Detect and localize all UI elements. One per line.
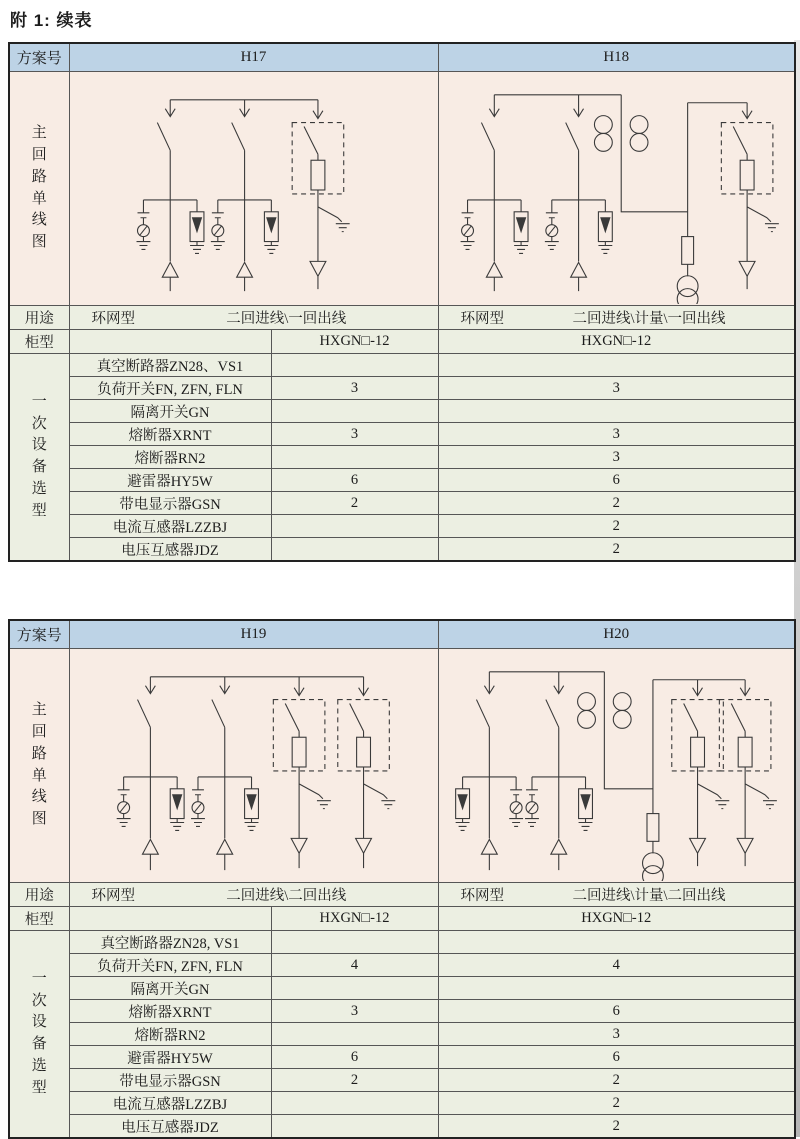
- equipment-value-h17: 3: [271, 423, 438, 446]
- equipment-value-h17: [271, 354, 438, 377]
- metering-branch: [577, 672, 663, 881]
- equipment-value-h20: 2: [438, 1092, 795, 1115]
- equipment-value-h20: 6: [438, 1000, 795, 1023]
- equipment-value-h20: 2: [438, 1115, 795, 1139]
- incoming-feeder: [525, 672, 592, 870]
- single-line-diagram-h17: [70, 73, 438, 304]
- usage-desc: 二回进线\计量\二回出线: [572, 888, 726, 904]
- incoming-feeder: [191, 677, 258, 870]
- equipment-value-h19: [271, 1092, 438, 1115]
- equipment-name: 隔离开关GN: [69, 400, 271, 423]
- equipment-value-h19: 2: [271, 1069, 438, 1092]
- equipment-value-h18: 3: [438, 423, 795, 446]
- usage-cell-h19: [69, 883, 438, 907]
- equipment-value-h17: 3: [271, 377, 438, 400]
- usage-label: 用途: [9, 883, 69, 907]
- diagram-cell-h20: [438, 649, 795, 883]
- scheme-table-h17-h18: [8, 42, 796, 562]
- usage-type: 环网型: [460, 888, 504, 904]
- usage-type: 环网型: [91, 311, 135, 327]
- fused-outgoing-feeder: [721, 103, 779, 289]
- usage-cell-h17: [69, 306, 438, 330]
- scheme-no-label: 方案号: [9, 620, 69, 649]
- scheme-id-h18: H18: [438, 43, 795, 72]
- scheme-no-label: 方案号: [9, 43, 69, 72]
- equipment-value-h17: [271, 446, 438, 469]
- usage-desc: 二回进线\二回出线: [226, 888, 347, 904]
- equipment-value-h17: [271, 515, 438, 538]
- fused-outgoing-feeder: [337, 677, 395, 868]
- equipment-value-h18: 2: [438, 538, 795, 562]
- equipment-section-label: 一次设备选型: [9, 931, 69, 1139]
- usage-desc: 二回进线\一回出线: [226, 311, 347, 327]
- cabinet-empty-cell: [69, 907, 271, 931]
- incoming-feeder: [544, 95, 611, 291]
- equipment-name: 负荷开关FN, ZFN, FLN: [69, 954, 271, 977]
- incoming-feeder: [136, 100, 203, 291]
- equipment-value-h18: 3: [438, 377, 795, 400]
- equipment-value-h20: [438, 977, 795, 1000]
- equipment-value-h18: 2: [438, 492, 795, 515]
- diagram-label: 主回路单线图: [9, 649, 69, 883]
- equipment-value-h19: 3: [271, 1000, 438, 1023]
- incoming-feeder: [210, 100, 277, 291]
- equipment-value-h19: [271, 931, 438, 954]
- equipment-name: 带电显示器GSN: [69, 492, 271, 515]
- equipment-value-h17: 2: [271, 492, 438, 515]
- equipment-name: 熔断器RN2: [69, 1023, 271, 1046]
- equipment-value-h17: 6: [271, 469, 438, 492]
- equipment-name: 电流互感器LZZBJ: [69, 515, 271, 538]
- equipment-value-h20: [438, 931, 795, 954]
- equipment-value-h18: 3: [438, 446, 795, 469]
- equipment-name: 隔离开关GN: [69, 977, 271, 1000]
- fused-outgoing-feeder: [719, 680, 777, 866]
- equipment-value-h20: 4: [438, 954, 795, 977]
- equipment-name: 负荷开关FN, ZFN, FLN: [69, 377, 271, 400]
- single-line-diagram-h19: [70, 650, 438, 881]
- diagram-cell-h17: [69, 72, 438, 306]
- equipment-value-h18: [438, 354, 795, 377]
- cabinet-label: 柜型: [9, 330, 69, 354]
- cabinet-type-h19: HXGN□-12: [271, 907, 438, 931]
- bus-line: [489, 672, 745, 680]
- diagram-label: 主回路单线图: [9, 72, 69, 306]
- diagram-cell-h19: [69, 649, 438, 883]
- equipment-value-h18: 2: [438, 515, 795, 538]
- equipment-name: 带电显示器GSN: [69, 1069, 271, 1092]
- single-line-diagram-h20: [439, 650, 795, 881]
- scheme-table-h19-h20: [8, 619, 796, 1139]
- equipment-name: 真空断路器ZN28、VS1: [69, 354, 271, 377]
- equipment-section-label: 一次设备选型: [9, 354, 69, 562]
- equipment-name: 熔断器XRNT: [69, 423, 271, 446]
- equipment-value-h20: 6: [438, 1046, 795, 1069]
- equipment-value-h19: [271, 977, 438, 1000]
- equipment-value-h19: 4: [271, 954, 438, 977]
- cabinet-type-h20: HXGN□-12: [438, 907, 795, 931]
- page-title: 附 1: 续表: [10, 11, 93, 30]
- equipment-name: 电压互感器JDZ: [69, 538, 271, 562]
- equipment-value-h18: 6: [438, 469, 795, 492]
- metering-branch: [594, 95, 698, 304]
- equipment-name: 避雷器HY5W: [69, 1046, 271, 1069]
- equipment-value-h19: 6: [271, 1046, 438, 1069]
- scheme-id-h17: H17: [69, 43, 438, 72]
- cabinet-empty-cell: [69, 330, 271, 354]
- equipment-value-h17: [271, 538, 438, 562]
- equipment-value-h17: [271, 400, 438, 423]
- usage-label: 用途: [9, 306, 69, 330]
- usage-desc: 二回进线\计量\一回出线: [572, 311, 726, 327]
- cabinet-label: 柜型: [9, 907, 69, 931]
- equipment-name: 电流互感器LZZBJ: [69, 1092, 271, 1115]
- scheme-id-h19: H19: [69, 620, 438, 649]
- equipment-name: 熔断器RN2: [69, 446, 271, 469]
- fused-outgoing-feeder: [671, 680, 729, 866]
- cabinet-type-h17: HXGN□-12: [271, 330, 438, 354]
- equipment-value-h19: [271, 1115, 438, 1139]
- fused-outgoing-feeder: [292, 100, 350, 289]
- fused-outgoing-feeder: [273, 677, 331, 868]
- usage-cell-h18: [438, 306, 795, 330]
- scheme-id-h20: H20: [438, 620, 795, 649]
- incoming-feeder: [455, 672, 522, 870]
- equipment-value-h18: [438, 400, 795, 423]
- cabinet-type-h18: HXGN□-12: [438, 330, 795, 354]
- equipment-name: 熔断器XRNT: [69, 1000, 271, 1023]
- usage-cell-h20: [438, 883, 795, 907]
- equipment-value-h20: 2: [438, 1069, 795, 1092]
- usage-type: 环网型: [91, 888, 135, 904]
- equipment-name: 真空断路器ZN28, VS1: [69, 931, 271, 954]
- incoming-feeder: [116, 677, 183, 870]
- equipment-name: 电压互感器JDZ: [69, 1115, 271, 1139]
- equipment-value-h20: 3: [438, 1023, 795, 1046]
- equipment-value-h19: [271, 1023, 438, 1046]
- equipment-name: 避雷器HY5W: [69, 469, 271, 492]
- usage-type: 环网型: [460, 311, 504, 327]
- incoming-feeder: [460, 95, 527, 291]
- single-line-diagram-h18: [439, 73, 795, 304]
- diagram-cell-h18: [438, 72, 795, 306]
